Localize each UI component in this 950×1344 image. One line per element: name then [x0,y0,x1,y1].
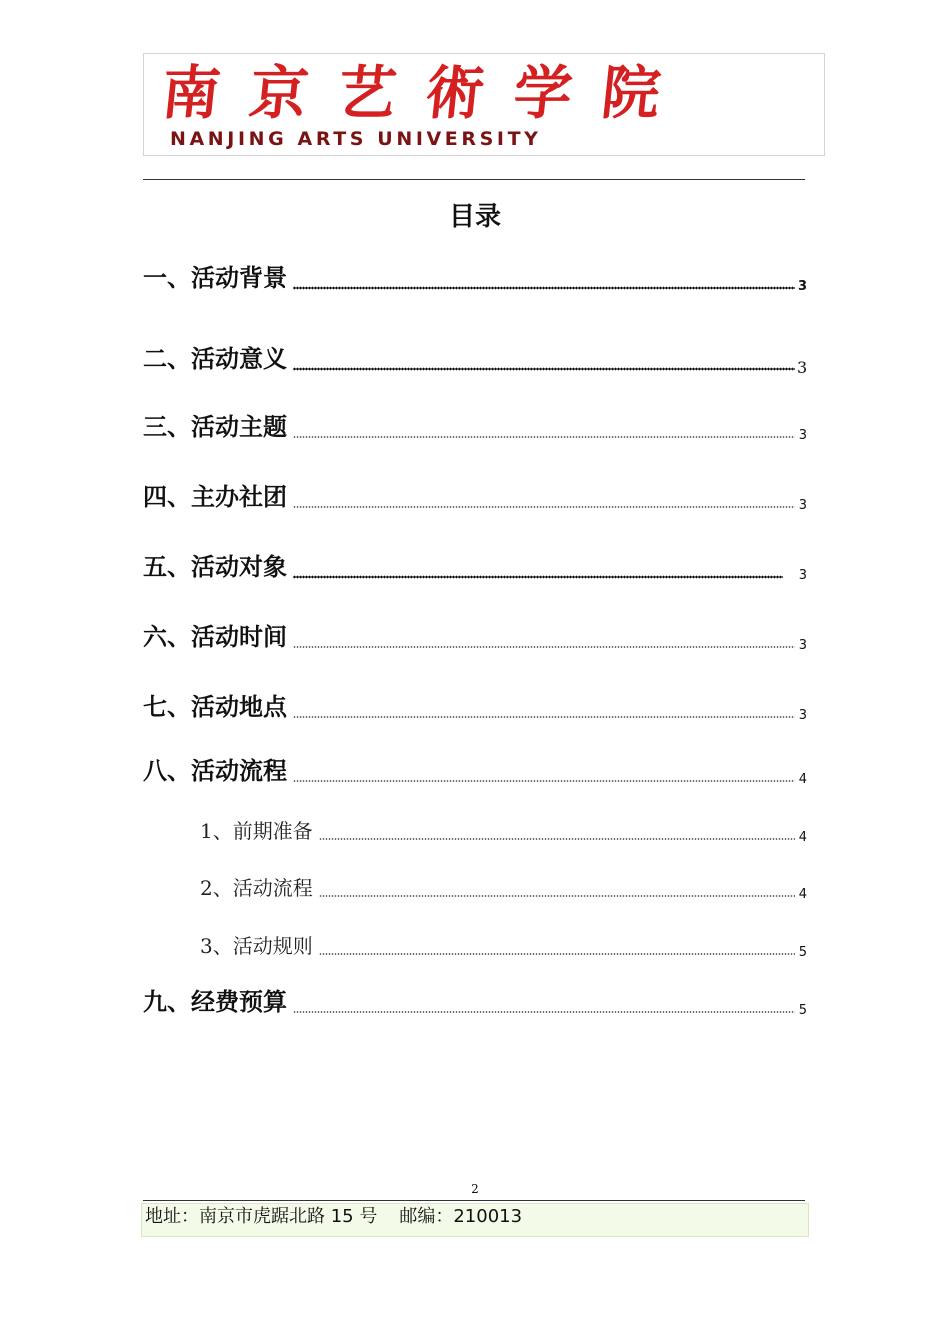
toc-entry-label: 五、活动对象 [143,553,287,581]
toc-entry-budget[interactable] [143,986,807,1018]
toc-leader [293,715,795,719]
toc-entry-page: 3 [797,279,807,294]
toc-entry-page: 3 [798,498,807,513]
footer-postcode: 邮编：210013 [399,1206,523,1227]
toc-entry-time[interactable] [143,621,807,653]
toc-entry-page: 4 [798,830,807,845]
toc-subentry-rules[interactable] [200,932,807,960]
toc-entry-label: 九、经费预算 [143,988,287,1016]
toc-entry-label: 2、活动流程 [200,876,313,900]
toc-entry-page: 5 [798,1003,807,1018]
toc-entry-page: 4 [798,887,807,902]
toc-leader [293,779,795,783]
toc-leader [319,894,795,898]
toc-entry-label: 一、活动背景 [143,264,287,292]
toc-leader [293,367,795,371]
toc-entry-page: 5 [798,945,807,960]
toc-entry-page: 3 [797,358,808,377]
toc-entry-page: 3 [798,708,807,723]
logo-english-name: NANJING ARTS UNIVERSITY [170,128,542,150]
footer-address: 地址：南京市虎踞北路 15 号 [145,1206,378,1227]
toc-entry-page: 4 [798,772,807,787]
toc-leader [319,837,795,841]
header-divider [143,179,805,180]
toc-entry-background[interactable] [143,262,807,294]
toc-entry-audience[interactable] [143,551,807,583]
toc-entry-label: 六、活动时间 [143,623,287,651]
toc-entry-location[interactable] [143,691,807,723]
toc-leader [293,505,795,509]
toc-entry-label: 3、活动规则 [200,934,313,958]
toc-subentry-preparation[interactable] [200,817,807,845]
toc-entry-label: 二、活动意义 [143,345,287,373]
toc-entry-process[interactable] [143,755,807,787]
footer-address-bar [141,1203,809,1237]
toc-leader [293,435,795,439]
footer-divider [143,1200,805,1201]
page-number: 2 [471,1182,479,1196]
toc-entry-page: 3 [798,428,807,443]
toc-leader [293,1010,795,1014]
toc-leader [293,645,795,649]
logo-chinese-name: 南京艺術学院 [158,59,694,127]
university-logo [143,53,825,156]
toc-entry-label: 八、活动流程 [143,757,287,785]
toc-entry-significance[interactable] [143,343,807,375]
toc-leader [293,286,795,290]
toc-title: 目录 [448,202,501,232]
toc-subentry-process[interactable] [200,874,807,902]
toc-entry-label: 七、活动地点 [143,693,287,721]
toc-entry-label: 四、主办社团 [143,483,287,511]
toc-leader [293,575,783,579]
toc-entry-organizer[interactable] [143,481,807,513]
toc-entry-label: 三、活动主题 [143,413,287,441]
toc-entry-page: 3 [798,568,807,583]
toc-entry-page: 3 [798,638,807,653]
toc-leader [319,952,795,956]
toc-entry-label: 1、前期准备 [200,819,313,843]
toc-entry-theme[interactable] [143,411,807,443]
